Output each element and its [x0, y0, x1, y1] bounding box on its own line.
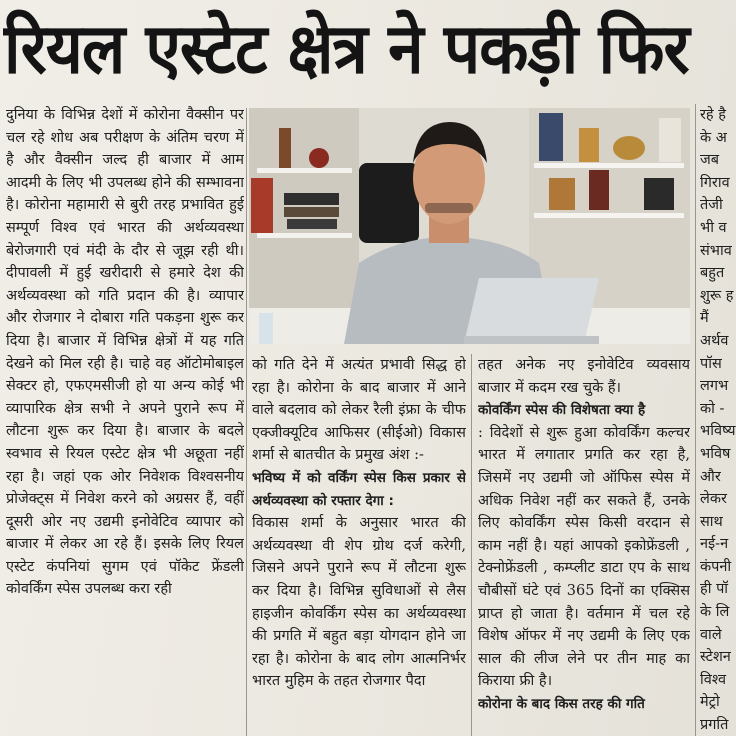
photo-illustration [249, 108, 690, 344]
column-1-text: दुनिया के विभिन्न देशों में कोरोना वैक्सीन पर चल रहे शोध अब परीक्षण के अंतिम चरण में है और वैक्सीन जल्द ही बाजार में आम आदमी के लिए भी उपलब्ध होने की सम्भावना है। कोरोना महामारी से बुरी तरह प्रभावित हुई सम्पूर्ण विश्व एवं भारत की अर्थव्यवस्था बेरोजगारी एवं मंदी के दौर से जूझ रही थी। दीपावली में हुई खरीदारी से हमारे देश की अर्थव्यवस्था को गति प्रदान की है। व्यापार और रोजगार ने दोबारा गति पकड़ना शुरू कर दिया है। बाजार में विभिन्न क्षेत्रों में यह गति देखने को मिल रही है। चाहे वह ऑटोमोबाइल सेक्टर हो, एफएमसीजी हो या अन्य कोई भी व्यापारिक क्षेत्र सभी ने अपने पुराने रूप में लौटना शुरू कर दिया है। बाजार के बदले स्वभाव से रियल एस्टेट क्षेत्र भी अछूता नहीं रहा है। जहां एक ओर निवेशक विश्वसनीय प्रोजेक्ट्स में निवेश करने को अग्रसर हैं, वहीं दूसरी ओर नए उद्यमी इनोवेटिव व्यापार को बाजार में लेकर आ रहे हैं। इसके लिए रियल एस्टेट कंपनियां सुगम एवं पॉकेट फ्रेंडली कोवर्किंग स्पेस उपलब्ध करा रही [6, 107, 244, 598]
column-3-intro: तहत अनेक नए इनोवेटिव व्यवसाय बाजार में कदम रख चुके हैं। [478, 357, 690, 396]
article-column-3 [478, 354, 690, 736]
column-4-line: भी व [700, 219, 727, 236]
column-4-line: जब [700, 152, 720, 169]
column-4-line: तेजी [700, 197, 723, 214]
column-divider [695, 104, 696, 736]
column-4-line: रहे है [700, 107, 726, 123]
column-4-line: भविष [700, 445, 731, 462]
column-4-line: गिराव [700, 174, 730, 191]
column-divider [246, 108, 247, 736]
article-photo [249, 108, 690, 344]
column-4-line: अर्थव [700, 332, 729, 349]
column-4-line: पॉस [700, 355, 722, 372]
headline: रियल एस्टेट क्षेत्र ने पकड़ी फिर [4, 10, 689, 90]
article-column-2 [252, 354, 466, 736]
column-3-subhead-1: कोवर्किंग स्पेस की विशेषता क्या है [478, 402, 646, 419]
column-4-line: के लि [700, 604, 730, 621]
column-4-line: विश्व [700, 671, 727, 688]
column-3-body: : विदेशों से शुरू हुआ कोवर्किंग कल्चर भारत में लगातार प्रगति कर रहा है, जिसमें नए उद्यमी जो ऑफिस स्पेस में अधिक निवेश नहीं कर सकते हैं, उनके लिए कोवर्किंग स्पेस किसी वरदान से काम नहीं है। यहां आपको इकोफ्रेंडली , टेक्नोफ्रेंडली , कम्प्लीट डाटा एप के साथ चौबीसों घंटे एवं 365 दिनों का एक्सिस प्राप्त हो जाता है। वर्तमान में चल रहे विशेष ऑफर में नए उद्यमी के लिए एक साल की लीज लेने पर तीन माह का किराया फ्री है। [478, 424, 690, 690]
column-3-subhead-2: कोरोना के बाद किस तरह की गति [478, 695, 645, 712]
column-4-line: को - [700, 400, 725, 417]
column-4-line: साथ [700, 513, 723, 530]
column-4-line: शुरू ह [700, 287, 734, 304]
column-4-line: भविष्य [700, 423, 736, 440]
column-4-line: लेकर [700, 491, 727, 508]
column-4-line: लगभ [700, 378, 729, 395]
column-4-line: मेट्रो [700, 694, 720, 711]
column-4-line: मैं [700, 310, 709, 327]
article-column-4-clipped [700, 104, 736, 736]
column-4-line: संभाव [700, 242, 732, 259]
column-2-intro: को गति देने में अत्यंत प्रभावी सिद्ध हो रहा है। कोरोना के बाद बाजार में आने वाले बदलाव को लेकर रैली इंफ्रा के चीफ एक्जीक्यूटिव आफिसर (सीईओ) विकास शर्मा से बातचीत के प्रमुख अंश :- [252, 357, 466, 464]
column-2-body: विकास शर्मा के अनुसार भारत की अर्थव्यवस्था वी शेप ग्रोथ दर्ज करेगी, जिसने अपने पुराने रूप में लौटना शुरू कर दिया है। विभिन्न सुविधाओं से लैस हाइजीन कोवर्किंग स्पेस का अर्थव्यवस्था की प्रगति में बहुत बड़ा योगदान होने जा रहा है। कोरोना के बाद लोग आत्मनिर्भर भारत मुहिम के तहत रोजगार पैदा [252, 515, 466, 690]
column-4-line: के अ [700, 129, 727, 146]
column-4-line: वाले [700, 626, 722, 643]
column-4-line: कंपनी [700, 558, 732, 575]
column-4-line: प्रगति [700, 717, 729, 734]
article-column-1 [6, 104, 244, 736]
column-4-line: और [700, 468, 721, 485]
column-4-line: बहुत [700, 265, 725, 282]
column-divider [471, 354, 472, 736]
column-4-line: स्टेशन [700, 649, 731, 666]
column-4-line: ही पॉ [700, 581, 729, 598]
column-4-line: नई-न [700, 536, 729, 553]
column-2-subhead: भविष्य में को वर्किंग स्पेस किस प्रकार से अर्थव्यवस्था को रफ्तार देगा : [252, 469, 466, 509]
